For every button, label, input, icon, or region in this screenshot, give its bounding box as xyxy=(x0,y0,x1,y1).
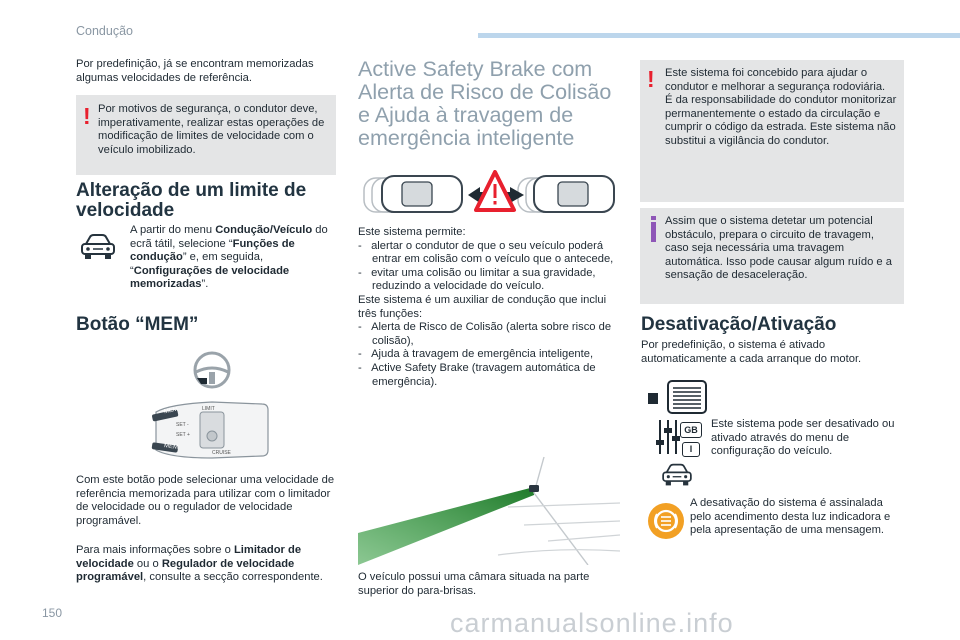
info-text: Assim que o sistema detetar um potencial obstáculo, prepara o circuito de travagem, caso seja necessária uma travagem automática. Isso pode causar algum ruído e a sensação de desaceleração. xyxy=(665,215,892,282)
allows-item: - evitar uma colisão ou limitar a sua gravidade, reduzindo a velocidade do veículo. xyxy=(358,266,596,293)
deactivate-text: Este sistema pode ser desativado ou ativado através do menu de configuração do veículo. xyxy=(711,418,895,458)
windshield-camera-illustration xyxy=(358,455,620,570)
watermark: carmanualsonline.info xyxy=(450,608,734,638)
steering-wheel-icon xyxy=(190,350,234,395)
intro-text: Por predefinição, já se encontram memorizadas algumas velocidades de referência. xyxy=(76,58,314,84)
collision-warning-illustration xyxy=(358,170,620,225)
info-icon xyxy=(651,222,656,242)
header-bar xyxy=(478,33,960,38)
mem-description: Com este botão pode selecionar uma velocidade de referência memorizada para utilizar com o limitador de velocidade ou o regulador de velocidade programável. xyxy=(76,474,335,527)
indicator-text: A desativação do sistema é assinalada pelo acendimento desta luz indicadora e pela apresentação de uma mensagem. xyxy=(690,497,891,537)
stalk-label-limit: LIMIT xyxy=(202,406,215,412)
info-i-badge: I xyxy=(682,442,700,457)
stalk-label-mem-bottom: MEM xyxy=(163,443,179,451)
warning-text: Por motivos de segurança, o condutor deve, imperativamente, realizar estas operações de modificação de limites de velocidade com o veículo imobilizado. xyxy=(98,103,325,156)
speed-stalk-diagram xyxy=(150,398,270,473)
function-item: - Alerta de Risco de Colisão (alerta sobre risco de colisão), xyxy=(358,321,612,347)
asb-indicator-icon xyxy=(648,503,684,539)
stalk-label-set-plus: SET + xyxy=(176,432,190,438)
allows-item: - alertar o condutor de que o seu veículo poderá entrar em colisão com o veículo que o antecede, xyxy=(358,239,614,266)
asb-title: Active Safety Brake com Alerta de Risco de Colisão e Ajuda à travagem de emergência inteligente xyxy=(358,57,612,150)
more-info-text: Para mais informações sobre o Limitador de velocidade ou o Regulador de velocidade programável, consulte a secção correspondente. xyxy=(76,544,323,584)
safety-warning-box xyxy=(640,60,904,202)
section-header: Condução xyxy=(76,24,133,38)
stalk-label-mem-top: MEM xyxy=(163,406,179,416)
touchscreen-icon xyxy=(646,380,708,419)
allows-intro: Este sistema permite: xyxy=(358,226,466,238)
warning-icon: ! xyxy=(83,103,91,129)
stalk-label-cruise: CRUISE xyxy=(212,450,231,456)
warning-box xyxy=(76,95,336,175)
menu-step-text: A partir do menu Condução/Veículo do ecrã tátil, selecione “Funções de condução” e, em seguida, “Configurações de velocidade memorizadas”. xyxy=(130,224,328,291)
language-gb-badge: GB xyxy=(680,422,702,438)
warning-icon: ! xyxy=(647,66,655,92)
function-item: - Active Safety Brake (travagem automática de emergência). xyxy=(358,361,596,388)
settings-sliders-icon xyxy=(656,418,682,461)
heading-mem-button: Botão “MEM” xyxy=(76,314,199,335)
page-number: 150 xyxy=(42,606,63,620)
heading-speed-limit: Alteração de um limite de velocidade xyxy=(76,180,307,221)
stalk-label-set-minus: SET - xyxy=(176,422,189,428)
vehicle-settings-icon xyxy=(659,462,695,493)
camera-text: O veículo possui uma câmara situada na parte superior do para-brisas. xyxy=(358,571,590,597)
default-activation-text: Por predefinição, o sistema é ativado automaticamente a cada arranque do motor. xyxy=(641,339,862,365)
heading-deactivation: Desativação/Ativação xyxy=(641,314,837,335)
asb-description xyxy=(358,226,620,389)
info-box xyxy=(640,208,904,304)
safety-warning-text: Este sistema foi concebido para ajudar o condutor e melhorar a segurança rodoviária. É da responsabilidade do condutor monitorizar permanentemente o estado da circulação e cumprir o código da estrada. Este sistema não substitui a vigilância do condutor. xyxy=(665,67,897,147)
function-item: - Ajuda à travagem de emergência inteligente, xyxy=(358,348,594,361)
car-settings-icon xyxy=(78,232,118,267)
functions-intro: Este sistema é um auxiliar de condução que inclui três funções: xyxy=(358,293,607,320)
